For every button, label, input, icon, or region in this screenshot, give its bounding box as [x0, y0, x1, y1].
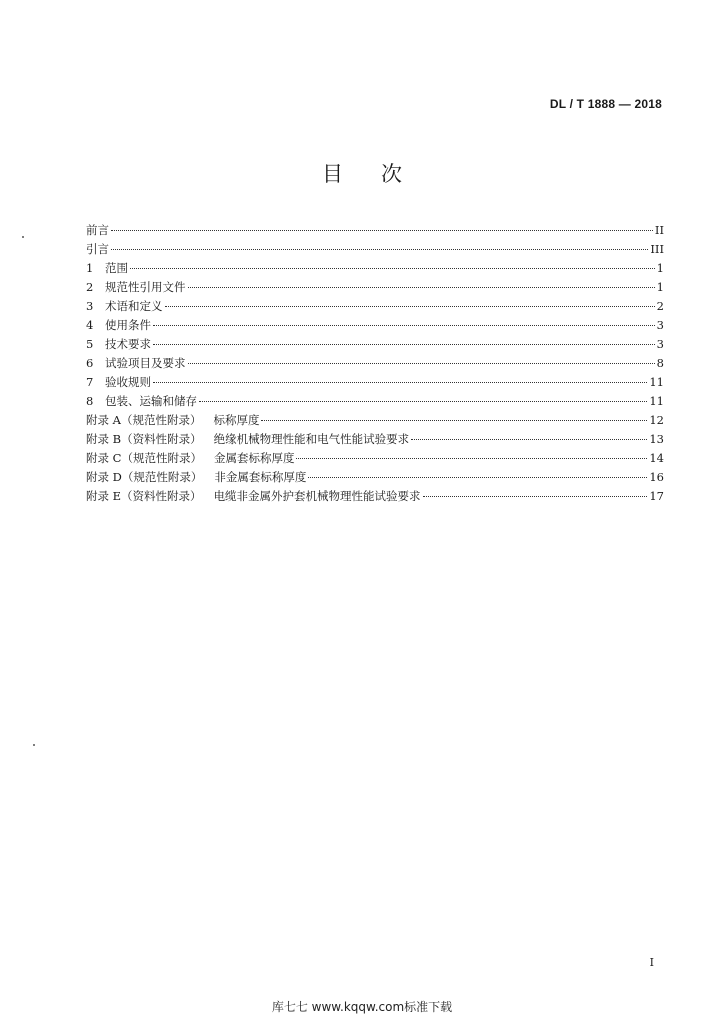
- toc-entry-page: III: [650, 242, 664, 256]
- toc-leader: [111, 229, 653, 231]
- toc-entry-test-items[interactable]: [86, 354, 664, 373]
- toc-entry-label: 绝缘机械物理性能和电气性能试验要求: [213, 432, 410, 446]
- scan-speck: [22, 236, 24, 238]
- toc-leader: [261, 419, 647, 421]
- toc-entry-page: 17: [649, 489, 664, 503]
- toc-leader: [411, 438, 647, 440]
- toc-entry-number: 2: [86, 280, 94, 294]
- toc-entry-page: 13: [649, 432, 664, 446]
- toc-entry-label: 前言: [86, 223, 109, 237]
- toc-entry-number: 7: [86, 375, 94, 389]
- toc-entry-label: 范围: [105, 261, 128, 275]
- scan-speck: [33, 744, 35, 746]
- toc-entry-page: 16: [649, 470, 664, 484]
- toc-entry-label: 规范性引用文件: [105, 280, 186, 294]
- toc-entry-page: 3: [656, 337, 664, 351]
- page-title: 目次: [322, 162, 440, 186]
- toc-entry-introduction[interactable]: [86, 240, 664, 259]
- toc-entry-foreword[interactable]: [86, 221, 664, 240]
- toc-entry-page: 11: [649, 375, 664, 389]
- toc-entry-label: 包装、运输和储存: [105, 394, 197, 408]
- toc-entry-label: 使用条件: [105, 318, 151, 332]
- toc-leader: [188, 286, 655, 288]
- toc-entry-label: 技术要求: [105, 337, 151, 351]
- toc-entry-label: 电缆非金属外护套机械物理性能试验要求: [213, 489, 421, 503]
- toc-entry-page: 3: [656, 318, 664, 332]
- toc-leader: [153, 324, 655, 326]
- appendix-prefix: 附录 C（规范性附录）: [86, 451, 202, 465]
- toc-entry-page: 14: [649, 451, 664, 465]
- toc-entry-conditions-of-use[interactable]: [86, 316, 664, 335]
- toc-leader: [199, 400, 647, 402]
- toc-entry-number: 6: [86, 356, 94, 370]
- document-code: DL / T 1888 — 2018: [549, 97, 662, 111]
- toc-leader: [130, 267, 655, 269]
- toc-entry-page: II: [654, 223, 664, 237]
- toc-entry-scope[interactable]: [86, 259, 664, 278]
- toc-leader: [153, 343, 655, 345]
- watermark-footer: 库七七 www.kqqw.com标准下载: [271, 1000, 453, 1014]
- toc-leader: [308, 476, 647, 478]
- toc-entry-label: 试验项目及要求: [105, 356, 186, 370]
- toc-entry-terms-definitions[interactable]: [86, 297, 664, 316]
- toc-entry-page: 11: [649, 394, 664, 408]
- toc-entry-number: 5: [86, 337, 94, 351]
- toc-entry-label: 术语和定义: [105, 299, 163, 313]
- toc-entry-page: 12: [649, 413, 664, 427]
- toc-entry-label: 金属套标称厚度: [213, 451, 295, 465]
- toc-leader: [165, 305, 655, 307]
- toc-entry-number: 1: [86, 261, 94, 275]
- appendix-prefix: 附录 A（规范性附录）: [86, 413, 202, 427]
- appendix-prefix: 附录 E（资料性附录）: [86, 489, 202, 503]
- toc-entry-page: 2: [656, 299, 664, 313]
- toc-entry-acceptance-rules[interactable]: [86, 373, 664, 392]
- toc-entry-number: 4: [86, 318, 94, 332]
- table-of-contents: [86, 221, 664, 506]
- toc-entry-page: 8: [656, 356, 664, 370]
- page-number: I: [649, 956, 654, 969]
- toc-entry-appendix-d[interactable]: [86, 468, 664, 487]
- toc-entry-label: 引言: [86, 242, 109, 256]
- toc-leader: [153, 381, 647, 383]
- toc-leader: [296, 457, 647, 459]
- toc-entry-label: 非金属套标称厚度: [214, 470, 307, 484]
- toc-entry-number: 8: [86, 394, 94, 408]
- toc-entry-label: 标称厚度: [213, 413, 260, 427]
- toc-entry-appendix-e[interactable]: [86, 487, 664, 506]
- appendix-prefix: 附录 D（规范性附录）: [86, 470, 203, 484]
- toc-entry-appendix-a[interactable]: [86, 411, 664, 430]
- toc-entry-technical-requirements[interactable]: [86, 335, 664, 354]
- toc-entry-appendix-b[interactable]: [86, 430, 664, 449]
- toc-leader: [188, 362, 655, 364]
- toc-entry-page: 1: [656, 280, 664, 294]
- toc-entry-appendix-c[interactable]: [86, 449, 664, 468]
- toc-entry-page: 1: [656, 261, 664, 275]
- toc-entry-label: 验收规则: [105, 375, 151, 389]
- toc-leader: [423, 495, 648, 497]
- toc-entry-packaging[interactable]: [86, 392, 664, 411]
- toc-entry-normative-references[interactable]: [86, 278, 664, 297]
- toc-entry-number: 3: [86, 299, 94, 313]
- appendix-prefix: 附录 B（资料性附录）: [86, 432, 202, 446]
- toc-leader: [111, 248, 648, 250]
